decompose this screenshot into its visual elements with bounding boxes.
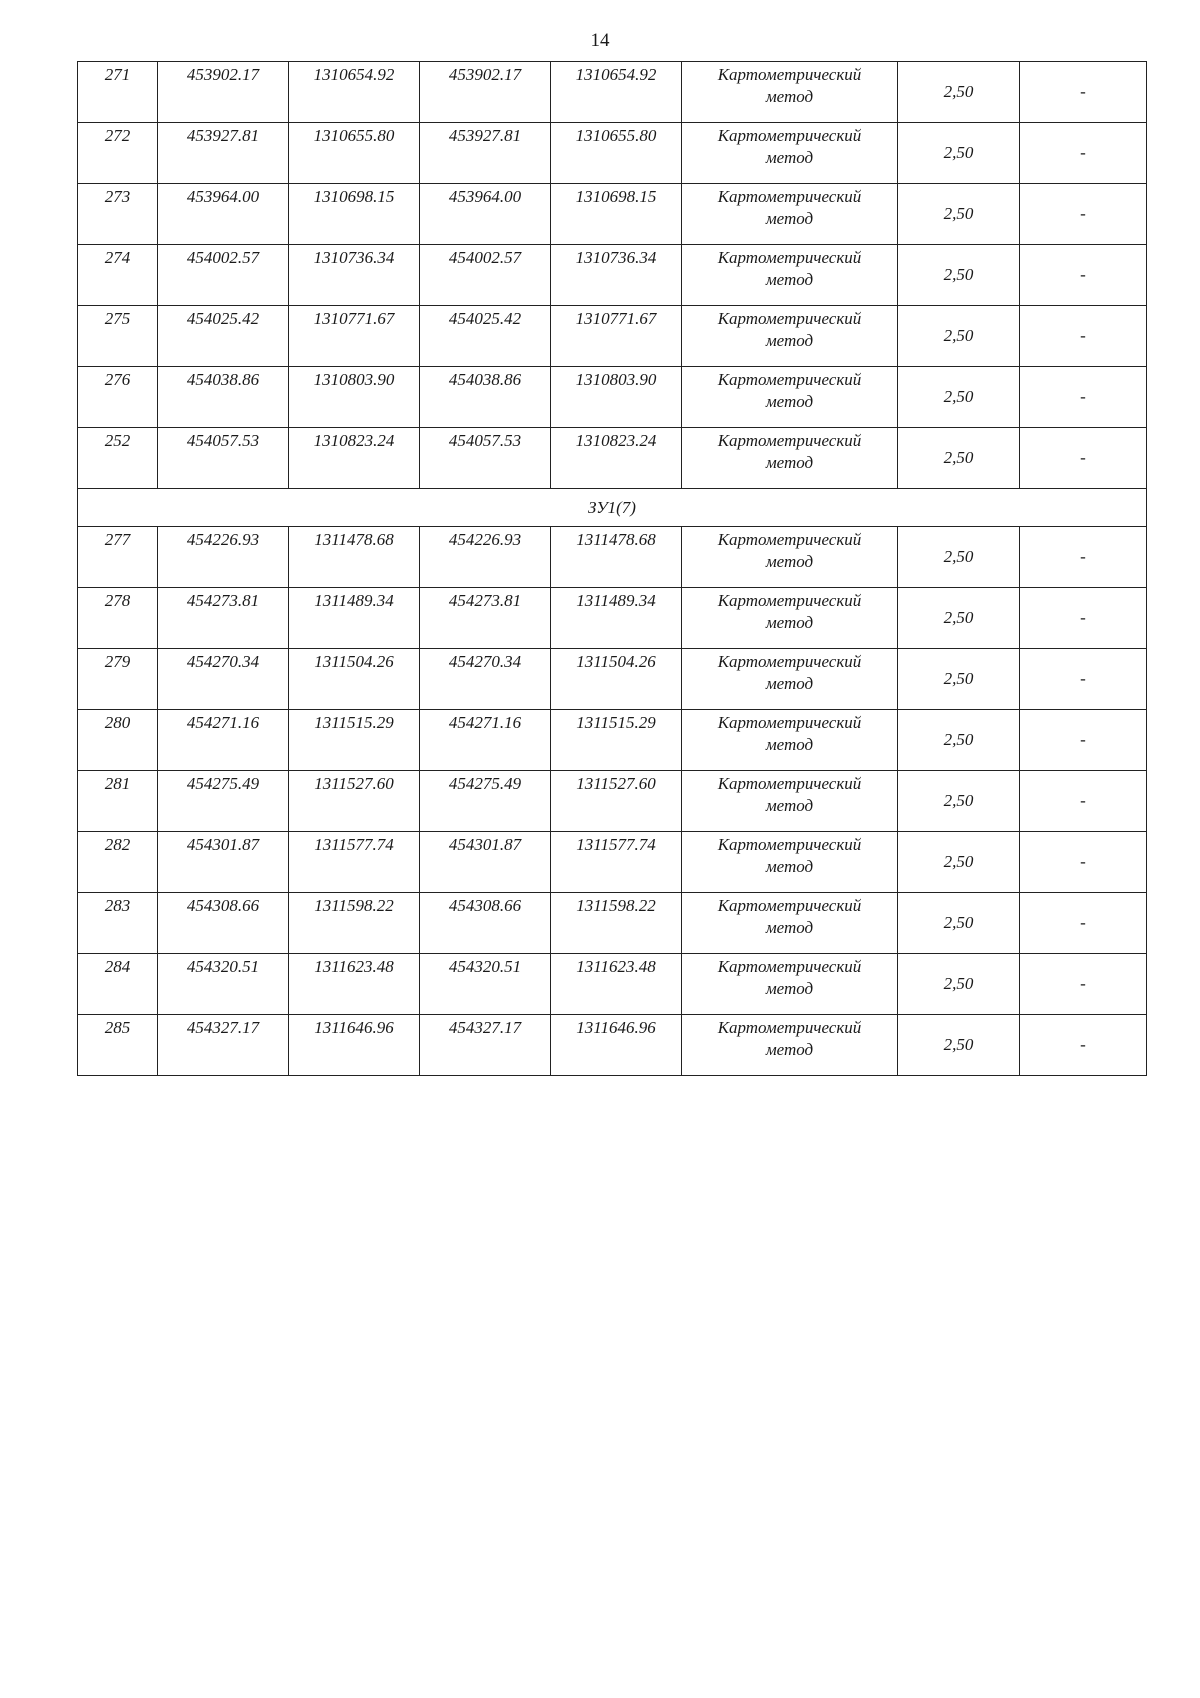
x-existing-cell: 454271.16: [158, 710, 289, 771]
y-new-cell: 1310803.90: [551, 367, 682, 428]
method-line1: Картометрический: [717, 431, 862, 450]
x-existing-cell: 454002.57: [158, 245, 289, 306]
note-cell: -: [1020, 184, 1147, 245]
x-existing-cell: 454327.17: [158, 1015, 289, 1076]
note-cell: -: [1020, 1015, 1147, 1076]
x-existing-cell: 454025.42: [158, 306, 289, 367]
accuracy-cell: 2,50: [898, 245, 1020, 306]
x-new-cell: 454273.81: [420, 588, 551, 649]
y-existing-cell: 1311598.22: [289, 893, 420, 954]
accuracy-cell: 2,50: [898, 367, 1020, 428]
method-line1: Картометрический: [717, 309, 862, 328]
x-new-cell: 454002.57: [420, 245, 551, 306]
accuracy-cell: 2,50: [898, 62, 1020, 123]
x-new-cell: 454320.51: [420, 954, 551, 1015]
accuracy-cell: 2,50: [898, 123, 1020, 184]
x-existing-cell: 453902.17: [158, 62, 289, 123]
method-cell: [682, 367, 898, 428]
page-number: 14: [590, 30, 610, 51]
x-new-cell: 453902.17: [420, 62, 551, 123]
x-new-cell: 454226.93: [420, 527, 551, 588]
y-new-cell: 1310771.67: [551, 306, 682, 367]
method-cell: [682, 588, 898, 649]
note-cell: -: [1020, 367, 1147, 428]
method-line2: метод: [765, 392, 814, 411]
note-cell: -: [1020, 832, 1147, 893]
y-new-cell: 1311623.48: [551, 954, 682, 1015]
point-number-cell: 281: [78, 771, 158, 832]
note-cell: -: [1020, 123, 1147, 184]
y-existing-cell: 1311646.96: [289, 1015, 420, 1076]
table-row: [78, 893, 1147, 954]
point-number-cell: 275: [78, 306, 158, 367]
accuracy-cell: 2,50: [898, 428, 1020, 489]
method-cell: [682, 62, 898, 123]
method-line1: Картометрический: [717, 591, 862, 610]
point-number-cell: 272: [78, 123, 158, 184]
y-new-cell: 1310698.15: [551, 184, 682, 245]
point-number-cell: 278: [78, 588, 158, 649]
method-line2: метод: [765, 148, 814, 167]
coordinates-table: [77, 61, 1147, 1076]
table-row: [78, 588, 1147, 649]
point-number-cell: 277: [78, 527, 158, 588]
note-cell: -: [1020, 893, 1147, 954]
note-cell: -: [1020, 710, 1147, 771]
x-existing-cell: 454226.93: [158, 527, 289, 588]
point-number-cell: 271: [78, 62, 158, 123]
point-number-cell: 276: [78, 367, 158, 428]
accuracy-cell: 2,50: [898, 954, 1020, 1015]
method-line2: метод: [765, 331, 814, 350]
y-new-cell: 1311515.29: [551, 710, 682, 771]
x-new-cell: 454025.42: [420, 306, 551, 367]
point-number-cell: 280: [78, 710, 158, 771]
note-cell: -: [1020, 306, 1147, 367]
section-row: [78, 489, 1147, 527]
y-existing-cell: 1311489.34: [289, 588, 420, 649]
method-cell: [682, 771, 898, 832]
x-new-cell: 454270.34: [420, 649, 551, 710]
method-line1: Картометрический: [717, 896, 862, 915]
y-new-cell: 1310823.24: [551, 428, 682, 489]
accuracy-cell: 2,50: [898, 710, 1020, 771]
x-existing-cell: 453927.81: [158, 123, 289, 184]
accuracy-cell: 2,50: [898, 588, 1020, 649]
method-line1: Картометрический: [717, 65, 862, 84]
x-existing-cell: 454273.81: [158, 588, 289, 649]
method-line1: Картометрический: [717, 713, 862, 732]
y-new-cell: 1311527.60: [551, 771, 682, 832]
method-cell: [682, 428, 898, 489]
method-line1: Картометрический: [717, 187, 862, 206]
method-line2: метод: [765, 453, 814, 472]
method-line1: Картометрический: [717, 835, 862, 854]
method-cell: [682, 306, 898, 367]
method-cell: [682, 832, 898, 893]
method-cell: [682, 710, 898, 771]
method-line2: метод: [765, 735, 814, 754]
table-row: [78, 62, 1147, 123]
point-number-cell: 252: [78, 428, 158, 489]
accuracy-cell: 2,50: [898, 893, 1020, 954]
accuracy-cell: 2,50: [898, 1015, 1020, 1076]
method-line2: метод: [765, 1040, 814, 1059]
table-row: [78, 832, 1147, 893]
y-existing-cell: 1311623.48: [289, 954, 420, 1015]
accuracy-cell: 2,50: [898, 832, 1020, 893]
method-line2: метод: [765, 674, 814, 693]
method-cell: [682, 1015, 898, 1076]
point-number-cell: 279: [78, 649, 158, 710]
point-number-cell: 285: [78, 1015, 158, 1076]
table-row: [78, 954, 1147, 1015]
x-existing-cell: 454275.49: [158, 771, 289, 832]
accuracy-cell: 2,50: [898, 306, 1020, 367]
y-existing-cell: 1311577.74: [289, 832, 420, 893]
point-number-cell: 282: [78, 832, 158, 893]
point-number-cell: 284: [78, 954, 158, 1015]
y-existing-cell: 1311504.26: [289, 649, 420, 710]
x-existing-cell: 453964.00: [158, 184, 289, 245]
method-cell: [682, 649, 898, 710]
method-line1: Картометрический: [717, 652, 862, 671]
y-existing-cell: 1310655.80: [289, 123, 420, 184]
table-row: [78, 306, 1147, 367]
y-new-cell: 1310736.34: [551, 245, 682, 306]
x-existing-cell: 454270.34: [158, 649, 289, 710]
x-existing-cell: 454301.87: [158, 832, 289, 893]
method-line2: метод: [765, 918, 814, 937]
table-row: [78, 184, 1147, 245]
note-cell: -: [1020, 62, 1147, 123]
note-cell: -: [1020, 428, 1147, 489]
method-cell: [682, 123, 898, 184]
note-cell: -: [1020, 245, 1147, 306]
table-row: [78, 771, 1147, 832]
y-existing-cell: 1310736.34: [289, 245, 420, 306]
method-line2: метод: [765, 87, 814, 106]
x-new-cell: 453964.00: [420, 184, 551, 245]
table-row: [78, 649, 1147, 710]
coordinates-table-body: [78, 62, 1147, 1076]
y-existing-cell: 1310771.67: [289, 306, 420, 367]
x-existing-cell: 454038.86: [158, 367, 289, 428]
method-line2: метод: [765, 857, 814, 876]
table-row: [78, 1015, 1147, 1076]
note-cell: -: [1020, 588, 1147, 649]
accuracy-cell: 2,50: [898, 527, 1020, 588]
y-existing-cell: 1310823.24: [289, 428, 420, 489]
x-new-cell: 454271.16: [420, 710, 551, 771]
y-existing-cell: 1310803.90: [289, 367, 420, 428]
method-line2: метод: [765, 209, 814, 228]
x-existing-cell: 454057.53: [158, 428, 289, 489]
table-row: [78, 123, 1147, 184]
note-cell: -: [1020, 954, 1147, 1015]
x-new-cell: 454308.66: [420, 893, 551, 954]
method-line2: метод: [765, 613, 814, 632]
note-cell: -: [1020, 649, 1147, 710]
accuracy-cell: 2,50: [898, 184, 1020, 245]
y-existing-cell: 1311515.29: [289, 710, 420, 771]
method-line2: метод: [765, 552, 814, 571]
x-new-cell: 454301.87: [420, 832, 551, 893]
method-line2: метод: [765, 979, 814, 998]
y-new-cell: 1310655.80: [551, 123, 682, 184]
point-number-cell: 283: [78, 893, 158, 954]
x-new-cell: 454038.86: [420, 367, 551, 428]
table-row: [78, 245, 1147, 306]
method-cell: [682, 527, 898, 588]
method-line1: Картометрический: [717, 530, 862, 549]
note-cell: -: [1020, 527, 1147, 588]
y-existing-cell: 1310654.92: [289, 62, 420, 123]
accuracy-cell: 2,50: [898, 649, 1020, 710]
table-row: [78, 710, 1147, 771]
method-line1: Картометрический: [717, 248, 862, 267]
method-cell: [682, 893, 898, 954]
x-new-cell: 454057.53: [420, 428, 551, 489]
accuracy-cell: 2,50: [898, 771, 1020, 832]
method-line1: Картометрический: [717, 1018, 862, 1037]
method-cell: [682, 184, 898, 245]
y-new-cell: 1311478.68: [551, 527, 682, 588]
table-row: [78, 367, 1147, 428]
y-new-cell: 1311504.26: [551, 649, 682, 710]
section-title: ЗУ1(7): [78, 489, 1147, 527]
y-existing-cell: 1310698.15: [289, 184, 420, 245]
point-number-cell: 274: [78, 245, 158, 306]
y-new-cell: 1311598.22: [551, 893, 682, 954]
method-line2: метод: [765, 796, 814, 815]
y-existing-cell: 1311478.68: [289, 527, 420, 588]
y-new-cell: 1311577.74: [551, 832, 682, 893]
method-cell: [682, 245, 898, 306]
x-new-cell: 453927.81: [420, 123, 551, 184]
table-row: [78, 428, 1147, 489]
note-cell: -: [1020, 771, 1147, 832]
method-line1: Картометрический: [717, 370, 862, 389]
point-number-cell: 273: [78, 184, 158, 245]
method-cell: [682, 954, 898, 1015]
y-existing-cell: 1311527.60: [289, 771, 420, 832]
x-new-cell: 454327.17: [420, 1015, 551, 1076]
x-existing-cell: 454320.51: [158, 954, 289, 1015]
method-line2: метод: [765, 270, 814, 289]
table-row: [78, 527, 1147, 588]
x-new-cell: 454275.49: [420, 771, 551, 832]
x-existing-cell: 454308.66: [158, 893, 289, 954]
method-line1: Картометрический: [717, 957, 862, 976]
y-new-cell: 1311489.34: [551, 588, 682, 649]
y-new-cell: 1311646.96: [551, 1015, 682, 1076]
method-line1: Картометрический: [717, 774, 862, 793]
y-new-cell: 1310654.92: [551, 62, 682, 123]
method-line1: Картометрический: [717, 126, 862, 145]
